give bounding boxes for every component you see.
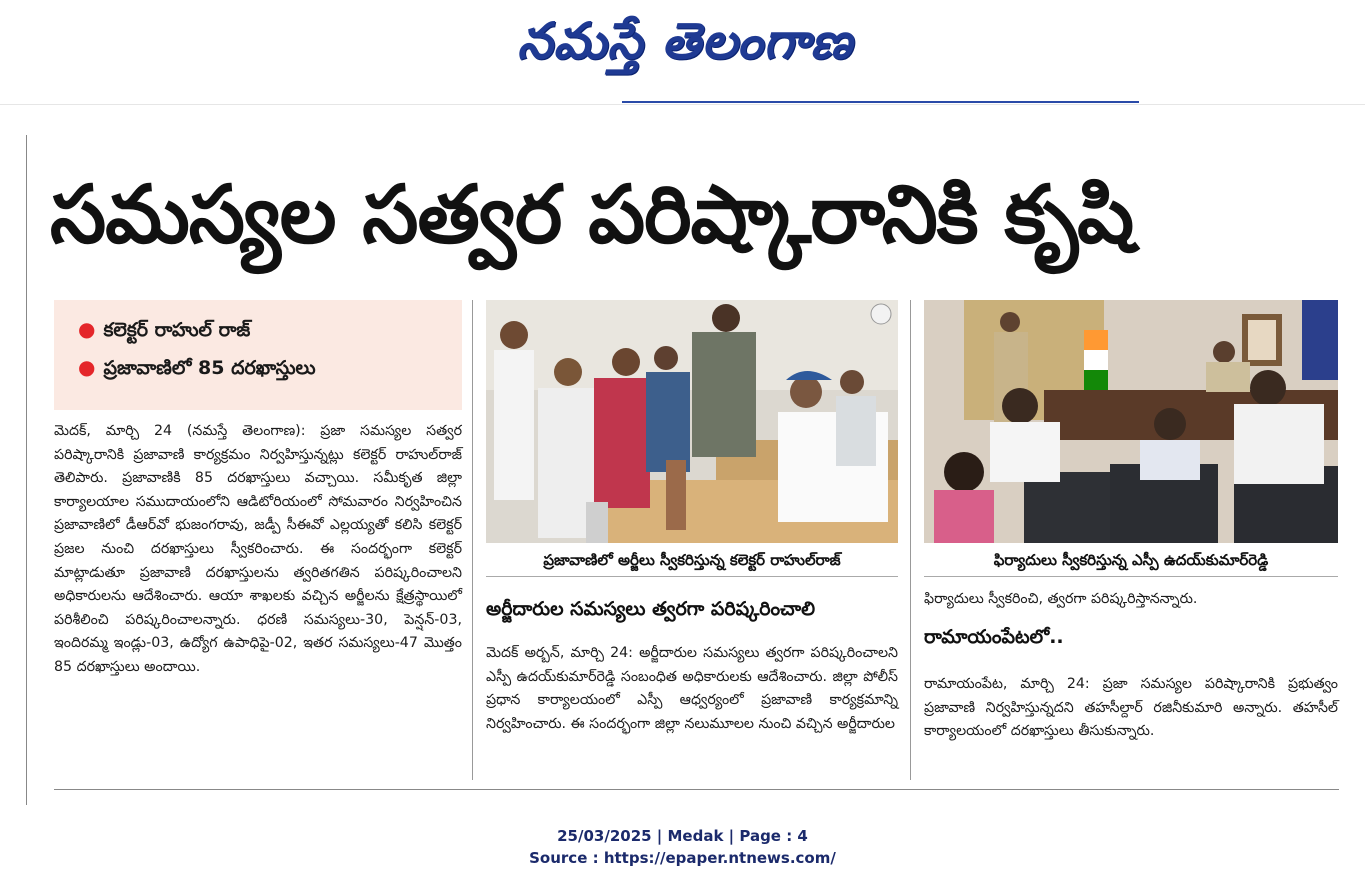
bottom-divider: [54, 789, 1339, 790]
sub-article-headline: అర్జీదారుల సమస్యలు త్వరగా పరిష్కరించాలి: [486, 598, 816, 620]
column-divider: [910, 300, 911, 780]
masthead: [0, 0, 1365, 105]
highlights-box: [54, 300, 462, 410]
highlight-text: ప్రజావాణిలో 85 దరఖాస్తులు: [103, 357, 316, 379]
collector-photo-caption: ప్రజావాణిలో అర్జీలు స్వీకరిస్తున్న కలెక్టర్ రాహుల్‌రాజ్: [486, 544, 898, 577]
footer-date-line: 25/03/2025 | Medak | Page : 4: [557, 827, 808, 845]
bullet-icon: ●: [78, 317, 96, 341]
sub-article-body: మెదక్ అర్బన్, మార్చి 24: అర్జీదారుల సమస్యలు త్వరగా పరిష్కరించాలని ఎస్పీ ఉదయ్‌కుమార్‌రెడ్డి సంబంధిత అధికారులకు ఆదేశించారు. జిల్లా పోలీస్ ప్రధాన కార్యాలయంలో ఎస్పీ ఆధ్వర్యంలో ప్రజావాణి కార్యక్రమాన్ని నిర్వహించారు. ఈ సందర్భంగా జిల్లా నలుమూలల నుంచి వచ్చిన అర్జీదారుల: [486, 645, 898, 732]
logo-underline: [622, 101, 1139, 103]
column-divider: [472, 300, 473, 780]
sp-photo: [924, 300, 1338, 543]
article-headline: సమస్యల సత్వర పరిష్కారానికి కృషి: [50, 168, 1134, 261]
ramayampet-headline: రామాయంపేటలో..: [924, 626, 1064, 648]
sub-article-continuation: ఫిర్యాదులు స్వీకరించి, త్వరగా పరిష్కరిస్తానన్నారు.: [924, 591, 1198, 607]
sp-photo-illustration: [924, 300, 1338, 543]
highlight-text: కలెక్టర్ రాహుల్ రాజ్: [103, 319, 251, 341]
bullet-icon: ●: [78, 355, 96, 379]
sp-photo-caption: ఫిర్యాదులు స్వీకరిస్తున్న ఎస్పీ ఉదయ్‌కుమార్‌రెడ్డి: [924, 544, 1338, 577]
highlight-item: [78, 352, 316, 382]
main-article-body: మెదక్, మార్చి 24 (నమస్తే తెలంగాణ): ప్రజా సమస్యల సత్వర పరిష్కారానికి ప్రజావాణి కార్యక్రమం నిర్వహిస్తున్నట్లు కలెక్టర్ రాహుల్‌రాజ్ తెలిపారు. ప్రజావాణికి 85 దరఖాస్తులు వచ్చాయి. సమీకృత జిల్లా కార్యాలయాల సముదాయంలోని ఆడిటోరియంలో సోమవారం నిర్వహించిన ప్రజావాణిలో డీఆర్‌వో భుజంగరావు, జడ్పీ సీఈవో ఎల్లయ్యతో కలిసి కలెక్టర్ ప్రజల నుంచి దరఖాస్తులు స్వీకరించారు. ఈ సందర్భంగా కలెక్టర్ మాట్లాడుతూ ప్రజావాణి దరఖాస్తులను త్వరితగతిన పరిష్కరించాలని అధికారులను ఆదేశించారు. ఆయా శాఖలకు వచ్చిన అర్జీలను క్షేత్రస్థాయిలో పరిశీలించి పరిష్కరించాలన్నారు. ధరణి సమస్యలు-30, పెన్షన్-03, ఇందిరమ్మ ఇండ్లు-03, ఉద్యోగ ఉపాధిపై-02, ఇతర సమస్యలు-47 మొత్తం 85 దరఖాస్తులు అందాయి.: [54, 423, 462, 675]
highlight-item: [78, 314, 250, 344]
collector-photo: [486, 300, 898, 543]
footer-source-line: Source : https://epaper.ntnews.com/: [529, 849, 836, 867]
ramayampet-body: రామాయంపేట, మార్చి 24: ప్రజా సమస్యల పరిష్కారానికి ప్రభుత్వం ప్రజావాణి నిర్వహిస్తున్నదని తహసీల్దార్ రజినీకుమారి అన్నారు. తహసీల్ కార్యాలయంలో దరఖాస్తులు తీసుకున్నారు.: [924, 676, 1338, 740]
newspaper-logo: నమస్తే తెలంగాణ: [517, 12, 853, 70]
collector-photo-illustration: [486, 300, 898, 543]
